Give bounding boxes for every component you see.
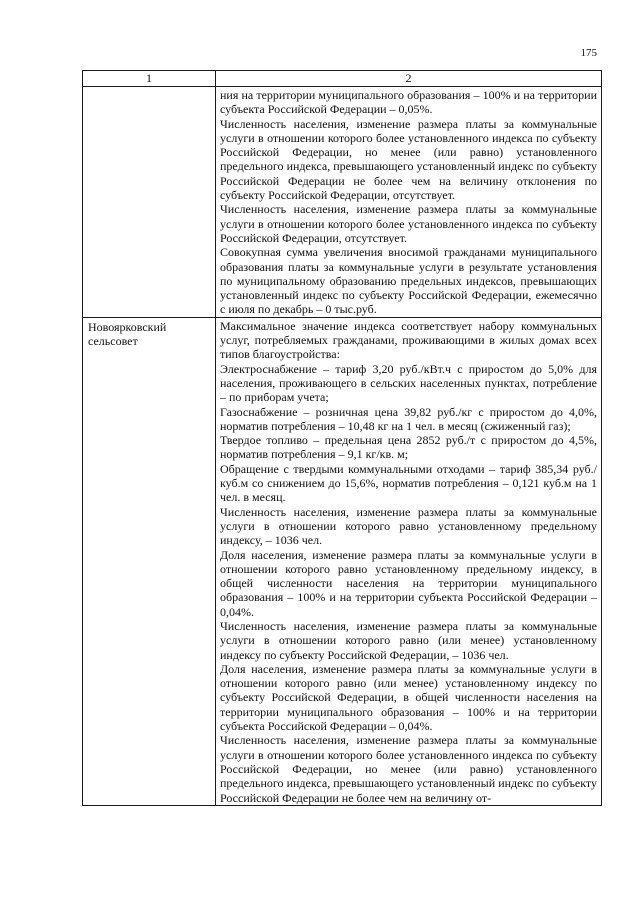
column-header-1: 1 [83, 71, 216, 87]
municipality-name-cell: Новоярковский сельсовет [83, 317, 216, 805]
table-header-row [83, 71, 602, 87]
column-header-2: 2 [216, 71, 602, 87]
paragraph: Твердое топливо – предельная цена 2852 руб./т с приростом до 4,5%, норматив потребления – 9,1 кг/кв. м; [220, 433, 597, 462]
municipality-name-cell [83, 87, 216, 318]
page-number: 175 [580, 47, 597, 59]
municipal-index-table [82, 70, 602, 806]
table-row [83, 317, 602, 805]
paragraph: Численность населения, изменение размера платы за коммунальные услуги в отношении которого равно (или менее) установленному индексу по субъекту Российской Федерации, – 1036 чел. [220, 618, 597, 662]
paragraph: Численность населения, изменение размера платы за коммунальные услуги в отношении которого более установленного индекса по субъекту Российской Федерации, но менее (или равно) установленного предельного индекса, превышающего установленный индекс по субъекту Российской Федерации не более чем на величину отклонения по субъекту Российской Федерации, отсутствует. [220, 116, 597, 203]
paragraph: Численность населения, изменение размера платы за коммунальные услуги в отношении которого равно установленному предельному индексу, – 1036 чел. [220, 504, 597, 548]
table-row [83, 87, 602, 318]
paragraph: Доля населения, изменение размера платы за коммунальные услуги в отношении которого равно (или менее) установленному индексу по субъекту Российской Федерации, в общей численности населения на территории муниципального образования – 100% и на территории субъекта Российской Федерации – 0,04%. [220, 661, 597, 734]
index-description-cell [216, 317, 602, 805]
paragraph: ния на территории муниципального образования – 100% и на территории субъекта Российской Федерации – 0,05%. [220, 88, 597, 117]
paragraph: Численность населения, изменение размера платы за коммунальные услуги в отношении которого более установленного индекса по субъекту Российской Федерации, отсутствует. [220, 202, 597, 245]
paragraph: Доля населения, изменение размера платы за коммунальные услуги в отношении которого равно установленному предельному индексу, в общей численности населения на территории муниципального образования – 100% и на территории субъекта Российской Федерации – 0,04%. [220, 547, 597, 619]
paragraph: Обращение с твердыми коммунальными отходами – тариф 385,34 руб./куб.м со снижением до 15,6%, норматив потребления – 0,121 куб.м на 1 чел. в месяц. [220, 461, 597, 505]
index-description-cell [216, 87, 602, 318]
paragraph: Электроснабжение – тариф 3,20 руб./кВт.ч с приростом до 5,0% для населения, проживающего в сельских населенных пунктах, потребление – по приборам учета; [220, 361, 597, 405]
paragraph: Численность населения, изменение размера платы за коммунальные услуги в отношении которого более установленного индекса по субъекту Российской Федерации, но менее (или равно) установленного предельного индекса, превышающего установленный индекс по субъекту Российской Федерации не более чем на величину от- [220, 733, 597, 805]
paragraph: Совокупная сумма увеличения вносимой гражданами муниципального образования платы за коммунальные услуги в результате установления по муниципальному образованию предельных индексов, превышающих установленный индекс по субъекту Российской Федерации, ежемесячно с июля по декабрь – 0 тыс.руб. [220, 245, 597, 317]
paragraph: Газоснабжение – розничная цена 39,82 руб./кг с приростом до 4,0%, норматив потребления – 10,48 кг на 1 чел. в месяц (сжиженный газ); [220, 404, 597, 433]
paragraph: Максимальное значение индекса соответствует набору коммунальных услуг, потребляемых гражданами, проживающими в жилых домах всех типов благоустройства: [220, 318, 597, 362]
